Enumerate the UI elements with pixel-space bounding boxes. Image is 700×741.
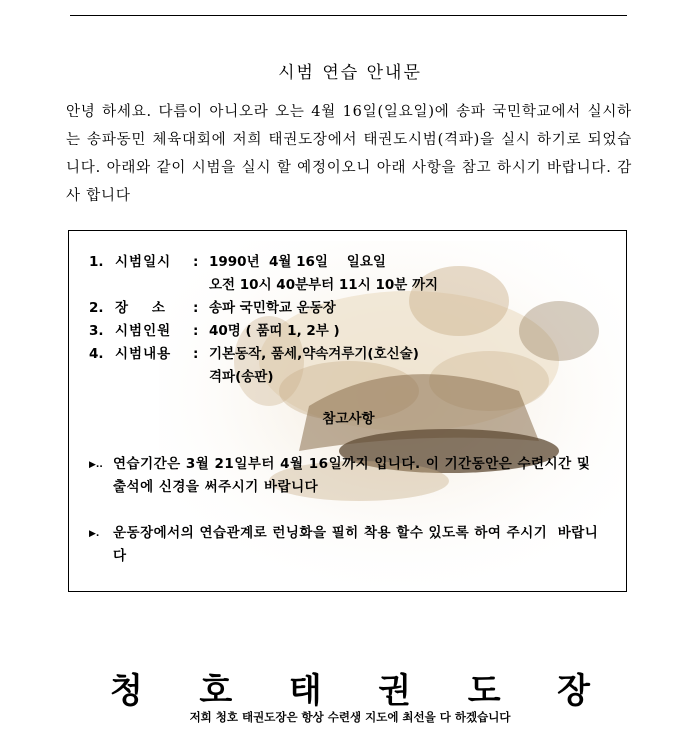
detail-row bbox=[89, 343, 609, 366]
note-item bbox=[89, 453, 609, 499]
detail-value: 1990년 4월 16일 일요일 bbox=[209, 254, 386, 270]
organization-motto: 저희 청호 태권도장은 항상 수련생 지도에 최선을 다 하겠습니다 bbox=[189, 710, 511, 724]
detail-number: 1. bbox=[89, 254, 104, 270]
org-name-char: 호 bbox=[199, 671, 233, 711]
org-name-char: 장 bbox=[557, 671, 590, 711]
note-text: 연습기간은 3월 21일부터 4월 16일까지 입니다. 이 기간동안은 수련시간 및 출석에 신경을 써주시기 바랍니다 bbox=[113, 456, 591, 495]
detail-continuation: 오전 10시 40분부터 11시 10분 까지 bbox=[209, 277, 439, 293]
detail-value: 기본동작, 품세,약속겨루기(호신술) bbox=[209, 346, 419, 362]
bullet-icon: ▶. bbox=[89, 529, 100, 539]
org-name-char: 도 bbox=[467, 671, 501, 711]
intro-paragraph: 안녕 하세요. 다름이 아니오라 오는 4월 16일(일요일)에 송파 국민학교에서 실시하는 송파동민 체육대회에 저희 태권도장에서 태권도시범(격파)을 실시 하기로 되었습니다. 아래와 같이 시범을 실시 할 예정이오니 아래 사항을 참고 하시기 바랍니다. 감사 합니다 bbox=[66, 104, 632, 204]
org-name-char: 청 bbox=[110, 671, 143, 711]
detail-separator: : bbox=[193, 254, 199, 270]
detail-separator: : bbox=[193, 346, 199, 362]
notes-heading: 참고사항 bbox=[322, 411, 375, 427]
detail-separator: : bbox=[193, 323, 199, 339]
detail-number: 3. bbox=[89, 323, 104, 339]
detail-label: 시범일시 bbox=[115, 254, 172, 270]
detail-number: 4. bbox=[89, 346, 104, 362]
event-details bbox=[89, 251, 609, 389]
detail-label: 시범내용 bbox=[115, 346, 172, 362]
organization-name bbox=[110, 663, 590, 712]
note-item bbox=[89, 522, 609, 568]
detail-label: 시범인원 bbox=[115, 323, 172, 339]
detail-continuation: 격파(송판) bbox=[209, 369, 274, 385]
note-text: 운동장에서의 연습관계로 런닝화을 필히 착용 할수 있도록 하여 주시기 바랍니다 bbox=[113, 525, 599, 564]
info-box bbox=[68, 230, 627, 592]
top-rule bbox=[70, 15, 627, 16]
org-name-char: 권 bbox=[378, 671, 412, 711]
detail-row bbox=[89, 297, 609, 320]
detail-value: 40명 ( 품띠 1, 2부 ) bbox=[209, 323, 340, 339]
detail-row bbox=[89, 320, 609, 343]
detail-label: 장 소 bbox=[115, 300, 166, 316]
detail-number: 2. bbox=[89, 300, 104, 316]
document-title: 시범 연습 안내문 bbox=[278, 63, 422, 83]
bullet-icon: ▶.. bbox=[89, 460, 103, 470]
detail-value: 송파 국민학교 운동장 bbox=[209, 300, 336, 316]
detail-separator: : bbox=[193, 300, 199, 316]
detail-row bbox=[89, 251, 609, 274]
org-name-char: 태 bbox=[288, 671, 322, 711]
